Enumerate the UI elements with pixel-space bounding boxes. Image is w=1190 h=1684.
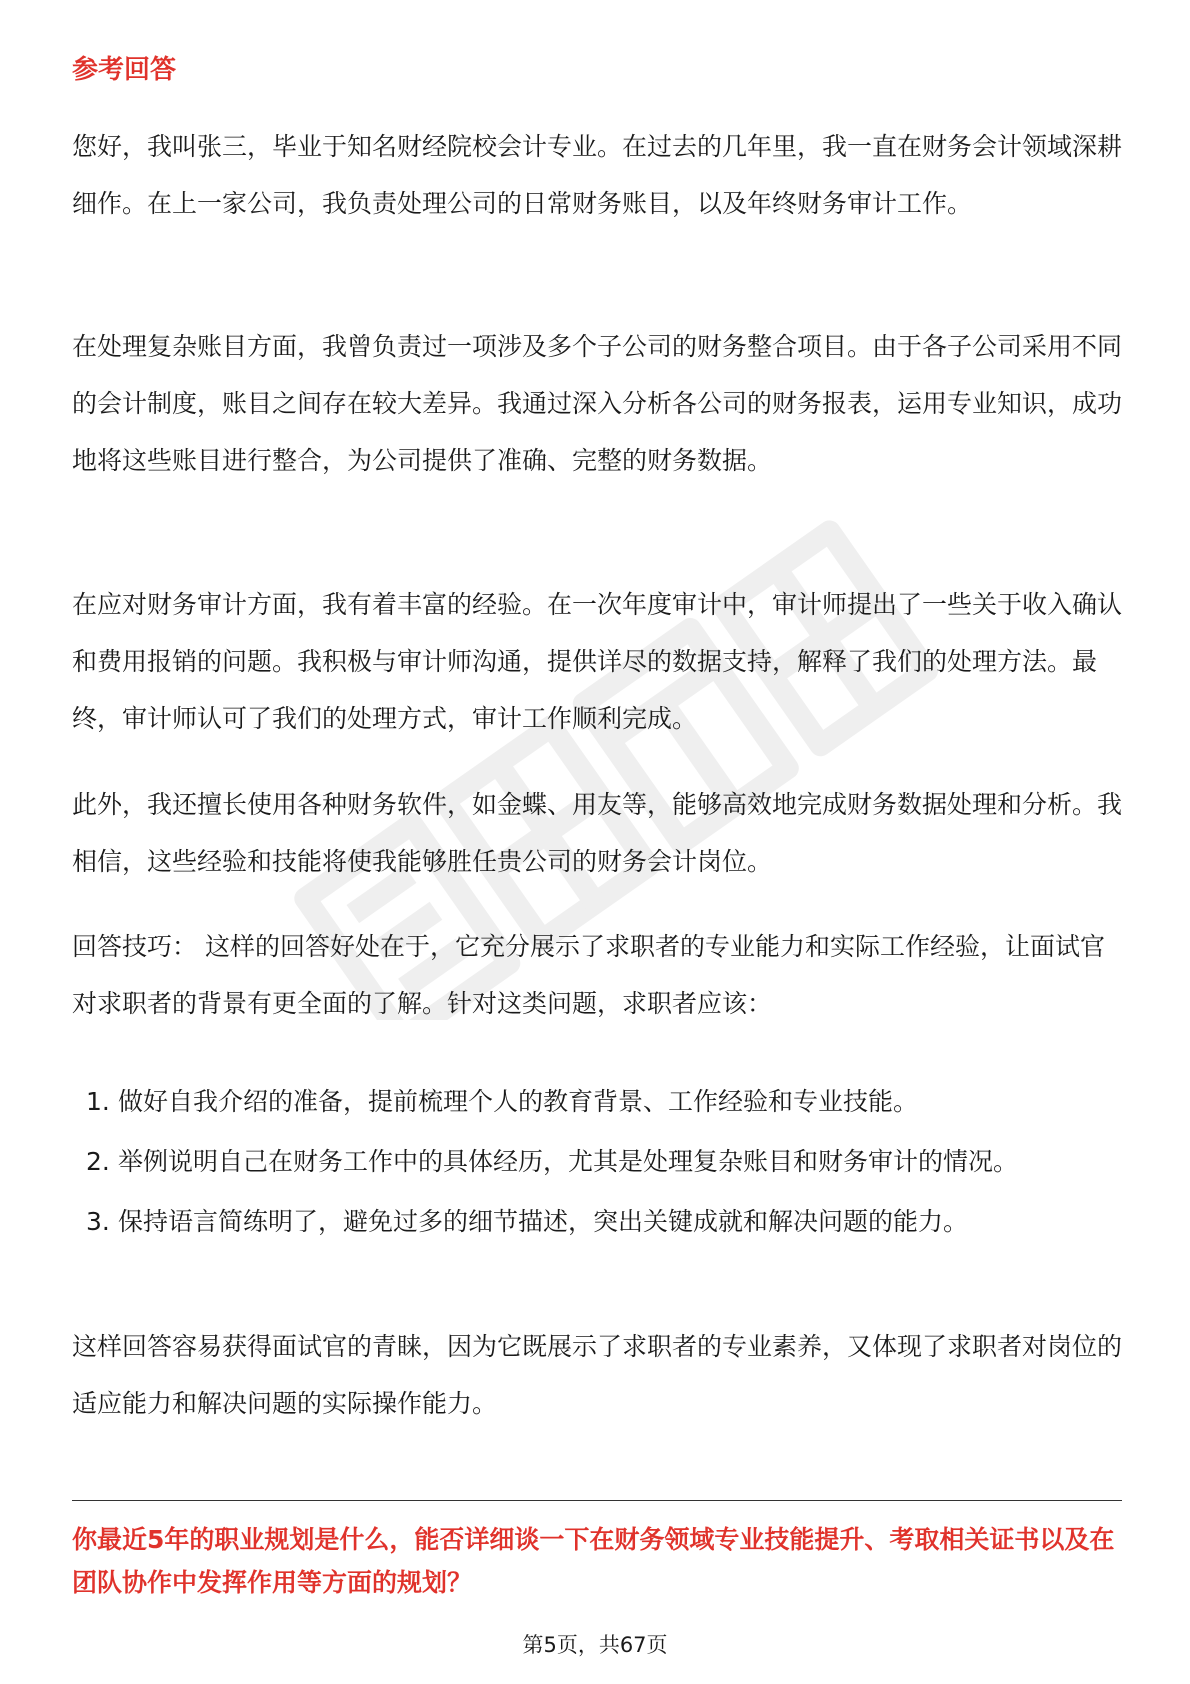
answer-paragraph-3: 在应对财务审计方面，我有着丰富的经验。在一次年度审计中，审计师提出了一些关于收入确认和费用报销的问题。我积极与审计师沟通，提供详尽的数据支持，解释了我们的处理方法。最终，审计师认可了我们的处理方式，审计工作顺利完成。 xyxy=(72,590,1123,733)
tips-list xyxy=(72,1076,1122,1256)
section-divider xyxy=(72,1500,1122,1501)
list-item-text: 举例说明自己在财务工作中的具体经历，尤其是处理复杂账目和财务审计的情况。 xyxy=(118,1147,1019,1176)
page-number: 第5页，共67页 xyxy=(522,1633,668,1657)
answer-tips-intro: 回答技巧： 这样的回答好处在于，它充分展示了求职者的专业能力和实际工作经验，让面试官对求职者的背景有更全面的了解。针对这类问题，求职者应该： xyxy=(72,932,1105,1018)
answer-paragraph-2: 在处理复杂账目方面，我曾负责过一项涉及多个子公司的财务整合项目。由于各子公司采用不同的会计制度，账目之间存在较大差异。我通过深入分析各公司的财务报表，运用专业知识，成功地将这些账目进行整合，为公司提供了准确、完整的财务数据。 xyxy=(72,332,1123,475)
list-item xyxy=(72,1196,1122,1248)
answer-paragraph-1: 您好，我叫张三，毕业于知名财经院校会计专业。在过去的几年里，我一直在财务会计领域深耕细作。在上一家公司，我负责处理公司的日常财务账目，以及年终财务审计工作。 xyxy=(72,132,1123,218)
answer-conclusion: 这样回答容易获得面试官的青睐，因为它既展示了求职者的专业素养，又体现了求职者对岗位的适应能力和解决问题的实际操作能力。 xyxy=(72,1332,1123,1418)
list-item-number: 3. xyxy=(86,1207,110,1236)
next-question: 你最近5年的职业规划是什么，能否详细谈一下在财务领域专业技能提升、考取相关证书以及在团队协作中发挥作用等方面的规划？ xyxy=(72,1525,1115,1597)
list-item xyxy=(72,1136,1122,1188)
answer-paragraph-4: 此外，我还擅长使用各种财务软件，如金蝶、用友等，能够高效地完成财务数据处理和分析。我相信，这些经验和技能将使我能够胜任贵公司的财务会计岗位。 xyxy=(72,790,1123,876)
list-item-text: 做好自我介绍的准备，提前梳理个人的教育背景、工作经验和专业技能。 xyxy=(118,1087,919,1116)
list-item-number: 2. xyxy=(86,1147,110,1176)
list-item-text: 保持语言简练明了，避免过多的细节描述，突出关键成就和解决问题的能力。 xyxy=(118,1207,969,1236)
section-heading: 参考回答 xyxy=(72,55,177,85)
list-item-number: 1. xyxy=(86,1087,110,1116)
list-item xyxy=(72,1076,1122,1128)
